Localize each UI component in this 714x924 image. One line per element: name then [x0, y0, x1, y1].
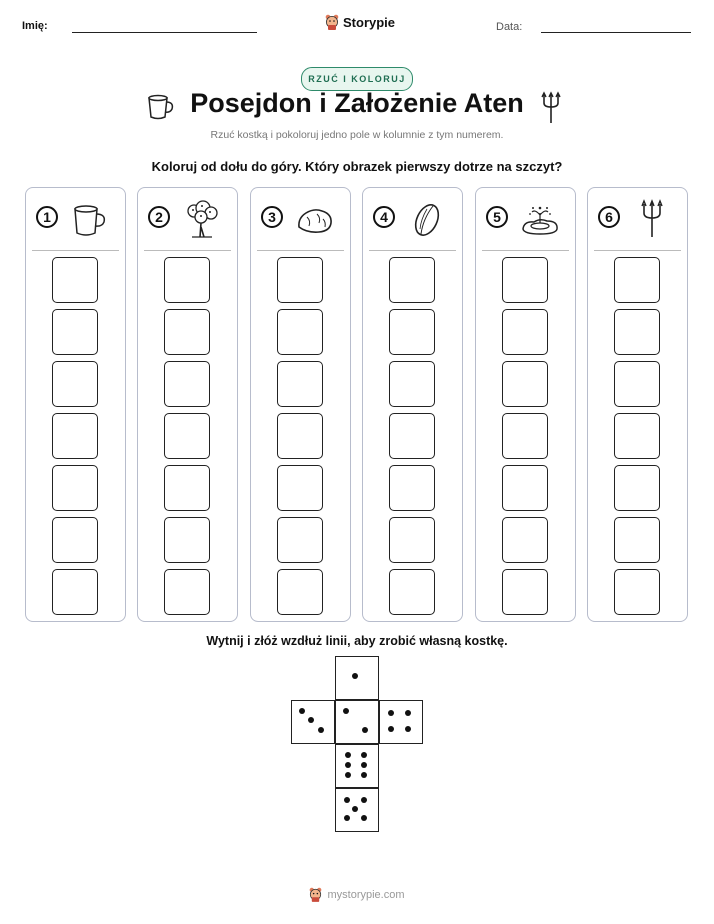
die-pip	[345, 772, 351, 778]
die-pip	[361, 752, 367, 758]
color-cell[interactable]	[164, 257, 210, 303]
brand-name: Storypie	[343, 14, 396, 30]
die-face-1	[335, 656, 379, 700]
column-5	[475, 187, 576, 622]
footer-url[interactable]: mystorypie.com	[327, 888, 405, 901]
color-cell[interactable]	[164, 309, 210, 355]
color-cell[interactable]	[389, 413, 435, 459]
color-cell[interactable]	[389, 465, 435, 511]
die-pip	[388, 710, 394, 716]
date-line[interactable]	[541, 32, 691, 33]
color-cell[interactable]	[52, 257, 98, 303]
color-cell[interactable]	[389, 257, 435, 303]
color-cell[interactable]	[614, 465, 660, 511]
column-divider	[257, 250, 344, 251]
spring-water-icon	[520, 199, 560, 239]
color-cell[interactable]	[52, 569, 98, 615]
page-subtitle: Rzuć kostką i pokoloruj jedno pole w kolumnie z tym numerem.	[210, 129, 504, 141]
name-label: Imię:	[22, 20, 48, 32]
color-cell[interactable]	[52, 465, 98, 511]
color-cell[interactable]	[277, 257, 323, 303]
column-divider	[32, 250, 119, 251]
column-2	[137, 187, 238, 622]
column-number: 5	[486, 206, 508, 228]
die-face-2	[335, 700, 379, 744]
color-cell[interactable]	[614, 413, 660, 459]
die-face-4	[379, 700, 423, 744]
die-pip	[299, 708, 305, 714]
die-pip	[308, 717, 314, 723]
color-cell[interactable]	[614, 257, 660, 303]
color-cell[interactable]	[389, 309, 435, 355]
color-cell[interactable]	[277, 309, 323, 355]
color-cell[interactable]	[164, 465, 210, 511]
cut-instruction: Wytnij i złóż wzdłuż linii, aby zrobić własną kostkę.	[206, 634, 508, 648]
die-pip	[352, 806, 358, 812]
die-pip	[362, 727, 368, 733]
cup-icon	[70, 199, 110, 239]
column-4	[362, 187, 463, 622]
die-pip	[388, 726, 394, 732]
page-title: Posejdon i Założenie Aten	[190, 88, 524, 118]
die-pip	[344, 797, 350, 803]
color-cell[interactable]	[389, 569, 435, 615]
column-divider	[144, 250, 231, 251]
die-pip	[352, 673, 358, 679]
bear-icon	[309, 887, 322, 902]
color-cell[interactable]	[389, 517, 435, 563]
color-cell[interactable]	[164, 569, 210, 615]
color-cell[interactable]	[52, 517, 98, 563]
trident-icon	[540, 91, 562, 125]
die-pip	[345, 762, 351, 768]
die-pip	[405, 726, 411, 732]
brand-logo	[325, 14, 395, 30]
olive-icon	[407, 199, 447, 239]
column-divider	[594, 250, 681, 251]
die-pip	[344, 815, 350, 821]
instruction: Koloruj od dołu do góry. Który obrazek pierwszy dotrze na szczyt?	[151, 159, 563, 174]
die-pip	[361, 762, 367, 768]
die-pip	[361, 815, 367, 821]
color-cell[interactable]	[614, 309, 660, 355]
die-pip	[318, 727, 324, 733]
column-1	[25, 187, 126, 622]
color-cell[interactable]	[52, 361, 98, 407]
color-cell[interactable]	[52, 413, 98, 459]
color-cell[interactable]	[164, 517, 210, 563]
color-cell[interactable]	[52, 309, 98, 355]
color-cell[interactable]	[614, 569, 660, 615]
trident-icon	[632, 199, 672, 239]
color-cell[interactable]	[502, 569, 548, 615]
color-cell[interactable]	[389, 361, 435, 407]
die-face-3	[291, 700, 335, 744]
color-cell[interactable]	[502, 517, 548, 563]
column-3	[250, 187, 351, 622]
color-cell[interactable]	[614, 517, 660, 563]
rock-icon	[295, 199, 335, 239]
color-cell[interactable]	[277, 517, 323, 563]
color-cell[interactable]	[502, 309, 548, 355]
color-cell[interactable]	[277, 465, 323, 511]
color-cell[interactable]	[277, 361, 323, 407]
footer	[0, 887, 714, 902]
color-cell[interactable]	[277, 569, 323, 615]
column-6	[587, 187, 688, 622]
color-cell[interactable]	[502, 361, 548, 407]
date-label: Data:	[496, 21, 523, 33]
olive-tree-icon	[182, 199, 222, 239]
color-cell[interactable]	[164, 361, 210, 407]
color-cell[interactable]	[502, 257, 548, 303]
die-pip	[343, 708, 349, 714]
color-cell[interactable]	[502, 465, 548, 511]
die-pip	[361, 772, 367, 778]
die-face-6	[335, 744, 379, 788]
column-number: 4	[373, 206, 395, 228]
column-number: 3	[261, 206, 283, 228]
column-number: 6	[598, 206, 620, 228]
die-pip	[345, 752, 351, 758]
column-number: 1	[36, 206, 58, 228]
column-divider	[482, 250, 569, 251]
activity-badge: RZUĆ I KOLORUJ	[301, 67, 413, 91]
die-pip	[361, 797, 367, 803]
die-face-5	[335, 788, 379, 832]
color-cell[interactable]	[277, 413, 323, 459]
bear-icon	[325, 14, 339, 30]
name-line[interactable]	[72, 32, 257, 33]
color-cell[interactable]	[614, 361, 660, 407]
die-pip	[405, 710, 411, 716]
color-cell[interactable]	[502, 413, 548, 459]
column-number: 2	[148, 206, 170, 228]
column-divider	[369, 250, 456, 251]
color-cell[interactable]	[164, 413, 210, 459]
